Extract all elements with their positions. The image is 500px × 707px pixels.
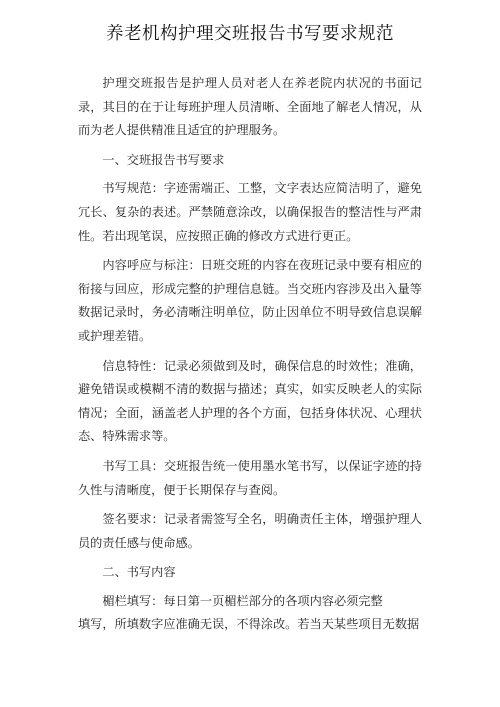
paragraph-information-properties: 信息特性：记录必须做到及时，确保信息的时效性；准确，避免错误或模糊不清的数据与描述；真实，如实反映老人的实际情况；全面，涵盖老人护理的各个方面，包括身体状况、心理状态、特殊需求等。	[78, 358, 422, 444]
paragraph-writing-tool: 书写工具：交班报告统一使用墨水笔书写，以保证字迹的持久性与清晰度，便于长期保存与查阅。	[78, 458, 422, 497]
section-heading-requirements: 一、交班报告书写要求	[102, 152, 225, 167]
paragraph-content-annotation: 内容呼应与标注：日班交班的内容在夜班记录中要有相应的衔接与回应，形成完整的护理信息链。当交班内容涉及出入量等数据记录时，务必清晰注明单位，防止因单位不明导致信息误解或护理差错。	[78, 258, 422, 343]
paragraph-header-fill-continued: 填写，所填数字应准确无误，不得涂改。若当天某些项目无数据	[78, 617, 420, 632]
paragraph-header-fill: 楣栏填写：每日第一页楣栏部分的各项内容必须完整	[102, 593, 383, 608]
paragraph-signature: 签名要求：记录者需签写全名，明确责任主体，增强护理人员的责任感与使命感。	[78, 512, 422, 550]
document-body	[78, 72, 422, 637]
document-title: 养老机构护理交班报告书写要求规范	[106, 24, 394, 44]
section-heading-content: 二、书写内容	[102, 565, 176, 580]
paragraph-writing-standard: 书写规范：字迹需端正、工整，文字表达应简洁明了，避免冗长、复杂的表述。严禁随意涂改，以确保报告的整洁性与严肃性。若出现笔误，应按照正确的修改方式进行更正。	[78, 181, 422, 243]
intro-paragraph: 护理交班报告是护理人员对老人在养老院内状况的书面记录，其目的在于让每班护理人员清晰、全面地了解老人情况，从而为老人提供精准且适宜的护理服务。	[78, 76, 422, 138]
